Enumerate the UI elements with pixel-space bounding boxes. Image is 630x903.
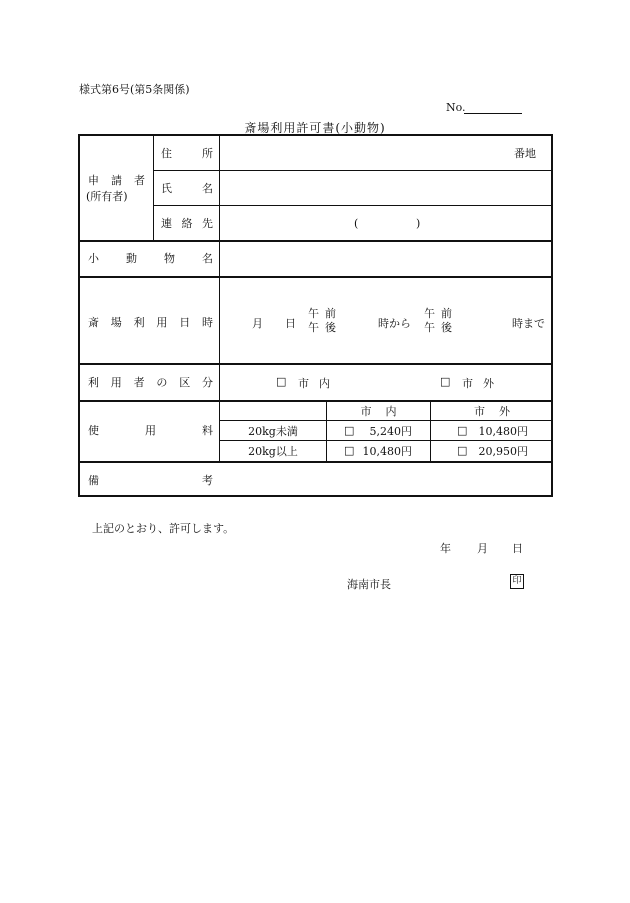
datetime-label-char: 時 xyxy=(201,316,213,329)
datetime-until: 時まで xyxy=(512,317,545,330)
datetime-label-char: 利 xyxy=(133,316,145,329)
datetime-label-char: 用 xyxy=(156,316,168,329)
datetime-from: 時から xyxy=(378,317,411,330)
permit-form-table xyxy=(78,134,553,497)
address-suffix: 番地 xyxy=(514,147,536,160)
inside-city-checkbox[interactable]: □ xyxy=(276,375,287,388)
applicant-label-char: 申 xyxy=(88,174,99,187)
contact-label-char: 連 xyxy=(161,217,172,230)
applicant-label-char: 者 xyxy=(134,174,145,187)
fee-outside-checkbox[interactable]: □ xyxy=(457,424,468,437)
animal-name-label-char: 名 xyxy=(202,252,213,265)
fee-outside-checkbox[interactable]: □ xyxy=(457,444,468,457)
address-label-char: 住 xyxy=(161,147,172,160)
datetime-label xyxy=(88,314,213,330)
fee-inside-amount: 5,240円 xyxy=(369,425,412,438)
datetime-day: 日 xyxy=(285,317,296,330)
outside-city-option: 市外 xyxy=(462,377,504,390)
name-label xyxy=(161,180,213,196)
user-category-label-char: 者 xyxy=(133,376,145,389)
start-pm: 午後 xyxy=(308,321,342,334)
end-ampm[interactable] xyxy=(424,307,458,335)
remarks-label xyxy=(88,472,213,488)
user-category-label-char: 区 xyxy=(179,376,191,389)
fee-weight: 20kg未満 xyxy=(248,425,298,438)
inside-city-option: 市内 xyxy=(298,377,340,390)
contact-label xyxy=(161,215,213,231)
datetime-month: 月 xyxy=(252,317,263,330)
address-label xyxy=(161,145,213,161)
document-number-field[interactable] xyxy=(464,113,522,114)
end-pm: 午後 xyxy=(424,321,458,334)
mayor-title: 海南市長 xyxy=(347,578,391,591)
name-label-char: 氏 xyxy=(161,182,172,195)
fee-outside-amount: 10,480円 xyxy=(478,425,528,438)
fee-col-inside: 市内 xyxy=(360,405,411,418)
fee-outside-amount: 20,950円 xyxy=(478,445,528,458)
address-label-char: 所 xyxy=(202,147,213,160)
approval-year: 年 xyxy=(440,542,451,555)
remarks-field[interactable] xyxy=(226,472,546,488)
start-ampm[interactable] xyxy=(308,307,342,335)
contact-field[interactable] xyxy=(226,215,546,231)
contact-label-char: 絡 xyxy=(181,217,193,230)
fee-label-char: 料 xyxy=(202,424,213,437)
outside-city-checkbox[interactable]: □ xyxy=(440,375,451,388)
document-number-label: No. xyxy=(446,101,466,114)
seal-mark: 印 xyxy=(510,574,524,589)
document-title: 斎場利用許可書(小動物) xyxy=(244,121,386,135)
fee-inside-amount: 10,480円 xyxy=(362,445,412,458)
end-am: 午前 xyxy=(424,307,458,320)
user-category-label-char: の xyxy=(156,376,168,389)
applicant-label xyxy=(88,172,145,188)
user-category-label-char: 用 xyxy=(110,376,122,389)
datetime-label-char: 斎 xyxy=(88,316,99,329)
approval-month: 月 xyxy=(477,542,488,555)
animal-name-label-char: 物 xyxy=(164,252,175,265)
fee-label-char: 用 xyxy=(145,424,156,437)
user-category-label xyxy=(88,374,213,390)
address-field[interactable] xyxy=(226,145,536,161)
fee-inside-checkbox[interactable]: □ xyxy=(344,424,355,437)
form-number-label: 様式第6号(第5条関係) xyxy=(79,83,190,96)
contact-label-char: 先 xyxy=(202,217,213,230)
user-category-label-char: 利 xyxy=(88,376,99,389)
datetime-label-char: 日 xyxy=(179,316,191,329)
remarks-label-char: 考 xyxy=(202,474,213,487)
name-label-char: 名 xyxy=(202,182,213,195)
user-category-label-char: 分 xyxy=(201,376,213,389)
fee-label-char: 使 xyxy=(88,424,99,437)
fee-label xyxy=(88,422,213,438)
owner-label: (所有者) xyxy=(86,190,128,203)
animal-name-field[interactable] xyxy=(226,250,546,266)
animal-name-label-char: 動 xyxy=(126,252,137,265)
name-field[interactable] xyxy=(226,180,546,196)
contact-paren-close: ) xyxy=(416,216,421,230)
approval-note: 上記のとおり、許可します。 xyxy=(92,522,235,535)
approval-day: 日 xyxy=(512,542,523,555)
contact-paren-open: ( xyxy=(354,216,359,230)
fee-col-outside: 市外 xyxy=(474,405,524,418)
remarks-label-char: 備 xyxy=(88,474,99,487)
applicant-label-char: 請 xyxy=(111,174,122,187)
start-am: 午前 xyxy=(308,307,342,320)
animal-name-label-char: 小 xyxy=(88,252,99,265)
fee-inside-checkbox[interactable]: □ xyxy=(344,444,355,457)
animal-name-label xyxy=(88,250,213,266)
fee-weight: 20kg以上 xyxy=(248,445,298,458)
datetime-label-char: 場 xyxy=(110,316,122,329)
